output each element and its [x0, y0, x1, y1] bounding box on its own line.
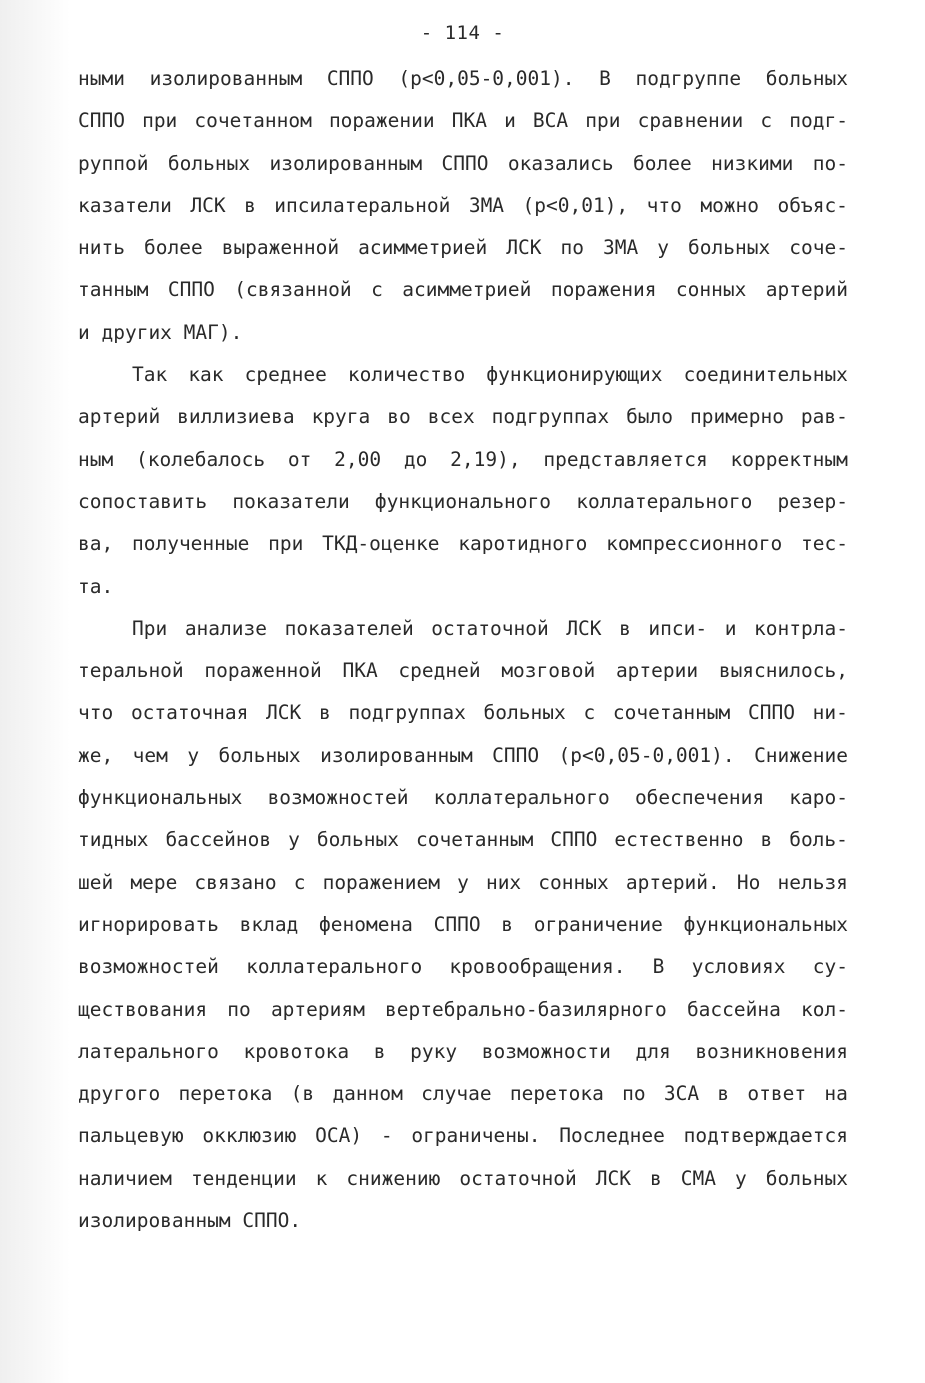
word: При: [132, 616, 168, 640]
word: бассейнов: [165, 828, 272, 852]
text-line: [78, 143, 848, 185]
word: в: [717, 1082, 730, 1106]
word: выраженной: [221, 236, 340, 260]
text-line: [78, 481, 848, 523]
word: артериям: [270, 997, 365, 1021]
word: СППО: [550, 828, 598, 852]
word: возможностей: [78, 955, 219, 979]
word: СППО: [326, 67, 374, 90]
word: 2,00: [334, 447, 382, 471]
word: естественно: [614, 828, 744, 852]
text-line: [78, 1115, 848, 1157]
word: резер-: [777, 489, 848, 513]
word: показателей: [284, 616, 414, 640]
text-line: [78, 608, 848, 650]
word: -: [380, 1124, 393, 1148]
text-line: [78, 904, 848, 946]
word: при: [585, 109, 621, 133]
word: анализе: [184, 616, 267, 640]
word: подг-: [789, 109, 848, 133]
word: у: [657, 236, 670, 260]
word: соче-: [789, 236, 848, 260]
word: круга: [311, 405, 371, 429]
word: артерии: [615, 659, 699, 683]
text-line: [78, 862, 848, 904]
word: асимметрией: [358, 236, 488, 260]
word: полученные: [131, 532, 250, 556]
text-line: [78, 227, 848, 269]
word: артерий.: [625, 870, 720, 894]
word: Так: [132, 363, 168, 387]
word: коллатерального: [433, 786, 610, 810]
word: мозговой: [501, 659, 596, 683]
text-line: [78, 1158, 848, 1200]
word: на: [824, 1082, 848, 1106]
body-text: [78, 58, 848, 1242]
word: по: [622, 1082, 646, 1106]
word: больных: [688, 236, 771, 260]
word: в: [501, 912, 514, 936]
word: снижению: [346, 1166, 441, 1190]
word: Снижение: [754, 743, 848, 767]
text-line: [78, 819, 848, 861]
word: СППО: [492, 743, 540, 767]
word: ипсилатеральной: [274, 193, 451, 217]
word: остаточной: [459, 1166, 577, 1190]
word: с: [760, 109, 773, 133]
word: соединительных: [683, 363, 848, 387]
text-line: [78, 1073, 848, 1115]
word: ЗМА: [468, 193, 505, 217]
word: при: [268, 532, 304, 556]
word: ТКД-оценке: [322, 532, 440, 556]
word: условиях: [691, 955, 786, 979]
word: СППО: [167, 278, 215, 302]
word: данном: [332, 1082, 403, 1106]
word: и: [724, 616, 737, 640]
word: ва,: [78, 532, 114, 556]
text-line: [78, 650, 848, 692]
text-line: [78, 354, 848, 396]
word: низкими: [711, 151, 794, 175]
word: (р<0,01),: [522, 193, 629, 217]
word: можно: [700, 193, 760, 217]
word: ПКА: [342, 659, 378, 683]
word: руппой: [78, 151, 149, 175]
word: же,: [78, 743, 114, 767]
word: перетока: [509, 1082, 604, 1106]
text-line: [78, 100, 848, 142]
word: поражении: [328, 109, 435, 133]
word: ограничены.: [411, 1124, 541, 1148]
word: ни-: [812, 701, 848, 725]
word: что: [646, 193, 682, 217]
word: другого: [78, 1082, 161, 1106]
word: у: [288, 828, 300, 852]
word: от: [287, 447, 312, 471]
word: более: [143, 236, 203, 260]
word: в: [619, 616, 631, 640]
word: мере: [130, 870, 178, 894]
word: казатели: [78, 193, 172, 217]
word: обеспечения: [634, 786, 765, 810]
word: тес-: [801, 532, 848, 556]
word: (связанной: [234, 278, 352, 302]
text-line: изолированным СППО.: [78, 1209, 302, 1233]
text-line: [78, 185, 848, 227]
word: в: [373, 1039, 386, 1063]
word: в: [318, 701, 331, 725]
word: ЛСК: [506, 236, 542, 260]
word: ЛСК: [266, 701, 302, 725]
text-line: [78, 269, 848, 311]
word: В: [652, 955, 665, 979]
word: артерий: [765, 278, 848, 302]
word: феномена: [319, 912, 413, 936]
word: среднее: [244, 363, 327, 387]
word: боль-: [789, 828, 848, 852]
word: количество: [347, 363, 466, 387]
word: больных: [765, 1166, 848, 1190]
word: выяснилось,: [718, 659, 848, 683]
word: В: [599, 67, 611, 90]
word: примерно: [690, 405, 784, 429]
word: шей: [78, 870, 114, 894]
word: ВСА: [532, 109, 569, 133]
word: поражения: [550, 278, 657, 302]
text-line: [78, 439, 848, 481]
word: асимметрией: [402, 278, 532, 302]
word: у: [187, 743, 200, 767]
word: средней: [398, 659, 481, 683]
word: к: [315, 1166, 328, 1190]
word: кровотока: [243, 1039, 350, 1063]
word: ными: [78, 67, 125, 90]
text-line: [78, 735, 848, 777]
word: возникновения: [695, 1039, 848, 1063]
word: виллизиева: [177, 405, 295, 429]
word: возможностей: [267, 786, 409, 810]
word: Но: [736, 870, 761, 894]
word: у: [735, 1166, 747, 1190]
word: ипси-: [648, 616, 708, 640]
word: теральной: [78, 659, 184, 683]
word: больных: [167, 151, 251, 175]
word: ответ: [747, 1082, 807, 1106]
word: компрессионного: [606, 532, 783, 556]
word: пораженной: [204, 659, 322, 683]
word: больных: [765, 67, 848, 90]
word: Последнее: [559, 1124, 665, 1148]
word: случае: [421, 1082, 492, 1106]
word: связано: [194, 870, 277, 894]
word: (в: [290, 1082, 315, 1106]
word: всех: [427, 405, 475, 429]
word: поражением: [322, 870, 440, 894]
word: ПКА: [451, 109, 487, 133]
word: корректным: [730, 447, 848, 471]
text-line: [78, 396, 848, 438]
word: сочетанным: [416, 828, 534, 852]
text-line: [78, 692, 848, 734]
text-line: [78, 946, 848, 988]
word: СМА: [680, 1166, 716, 1190]
word: игнорировать: [78, 912, 219, 936]
word: по: [560, 236, 585, 260]
word: что: [78, 701, 114, 725]
word: изолированным: [149, 67, 303, 90]
word: у: [457, 870, 469, 894]
word: больных: [316, 828, 400, 852]
word: коллатерального: [576, 489, 753, 513]
word: рав-: [800, 405, 848, 429]
word: тенденции: [190, 1166, 297, 1190]
word: подтверждается: [683, 1124, 848, 1148]
word: при: [142, 109, 178, 133]
word: оказались: [507, 151, 614, 175]
word: до: [403, 447, 428, 471]
word: подгруппе: [635, 67, 742, 90]
text-line: и других МАГ).: [78, 320, 243, 344]
word: больных: [483, 701, 566, 725]
word: и: [504, 109, 516, 133]
word: остаточной: [431, 616, 549, 640]
word: ЛСК: [566, 616, 602, 640]
word: 2,19),: [450, 447, 521, 471]
word: танным: [78, 278, 149, 302]
word: по-: [812, 151, 848, 175]
word: сочетанном: [194, 109, 312, 133]
word: во: [387, 405, 411, 429]
word: с: [293, 870, 306, 894]
word: объяс-: [777, 193, 848, 217]
text-line: та.: [78, 574, 114, 598]
word: СППО: [748, 701, 795, 725]
word: ЗМА: [603, 236, 639, 260]
word: бассейна: [686, 997, 781, 1021]
word: как: [188, 363, 224, 387]
word: функциональных: [683, 912, 848, 936]
word: в: [650, 1166, 662, 1190]
word: сонных: [538, 870, 609, 894]
word: ограничение: [533, 912, 663, 936]
word: (колебалось: [136, 447, 266, 471]
word: руку: [410, 1039, 458, 1063]
word: в: [244, 193, 256, 217]
word: ЛСК: [595, 1166, 631, 1190]
word: пальцевую: [78, 1124, 184, 1148]
word: кол-: [801, 997, 848, 1021]
word: су-: [812, 955, 848, 979]
word: нить: [78, 236, 125, 260]
text-line: [78, 523, 848, 565]
word: показатели: [232, 489, 350, 513]
text-line: [78, 989, 848, 1031]
word: коллатерального: [246, 955, 423, 979]
word: в: [760, 828, 773, 852]
word: ОСА): [315, 1124, 363, 1148]
text-line: [78, 58, 848, 100]
word: каро-: [789, 786, 848, 810]
word: ществования: [78, 997, 208, 1021]
word: перетока: [178, 1082, 273, 1106]
word: чем: [132, 743, 168, 767]
word: каротидного: [458, 532, 588, 556]
word: изолированным: [320, 743, 473, 767]
word: представляется: [543, 447, 708, 471]
word: подгруппах: [491, 405, 610, 429]
word: (р<0,05-0,001).: [558, 743, 735, 767]
text-line: [78, 777, 848, 819]
word: возможности: [481, 1039, 611, 1063]
word: артерий: [78, 405, 161, 429]
word: СППО: [78, 109, 125, 133]
word: СППО: [441, 151, 489, 175]
word: вертебрально-базилярного: [385, 997, 667, 1021]
word: сочетанным: [612, 701, 731, 725]
word: сравнении: [637, 109, 744, 133]
word: (р<0,05-0,001).: [398, 67, 575, 90]
word: функционального: [374, 489, 552, 513]
page-number: - 114 -: [420, 22, 505, 44]
word: нельзя: [777, 870, 848, 894]
word: остаточная: [130, 701, 249, 725]
word: СППО: [433, 912, 481, 936]
word: было: [626, 405, 674, 429]
word: контрла-: [754, 616, 848, 640]
word: с: [371, 278, 383, 302]
word: более: [633, 151, 692, 175]
word: кровообращения.: [449, 955, 626, 979]
word: по: [227, 997, 251, 1021]
word: с: [583, 701, 596, 725]
word: больных: [218, 743, 301, 767]
word: ЗСА: [663, 1082, 700, 1106]
word: сонных: [675, 278, 747, 302]
word: функционирующих: [486, 363, 663, 387]
word: подгруппах: [348, 701, 466, 725]
text-line: [78, 1031, 848, 1073]
word: тидных: [78, 828, 149, 852]
word: латерального: [78, 1039, 219, 1063]
word: функциональных: [78, 786, 243, 810]
word: наличием: [78, 1166, 172, 1190]
word: окклюзию: [202, 1124, 297, 1148]
word: изолированным: [269, 151, 423, 175]
word: ЛСК: [190, 193, 226, 217]
word: ным: [78, 447, 114, 471]
word: сопоставить: [78, 489, 208, 513]
word: для: [635, 1039, 671, 1063]
word: них: [485, 870, 522, 894]
word: вклад: [239, 912, 299, 936]
